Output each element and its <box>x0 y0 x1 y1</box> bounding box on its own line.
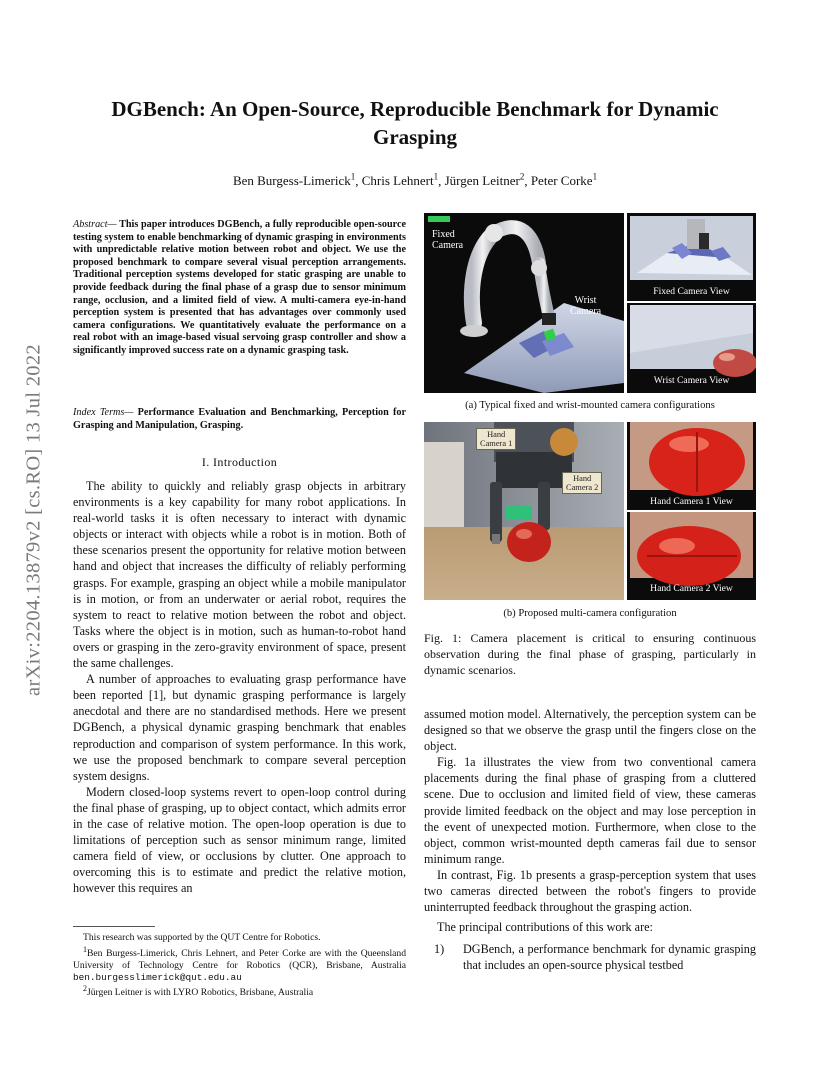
footnote-1: $^1$Ben Burgess-Limerick, Chris Lehnert, and Peter Corke are with the Queensland University of Technology Centre for Robotics (QCR), Brisbane, Australia ben.burgesslimerick@qut.edu.au <box>73 944 406 983</box>
arxiv-identifier-text: arXiv:2204.13879v2 [cs.RO] 13 Jul 2022 <box>22 344 45 696</box>
author: Peter Corke$^1$ <box>530 172 598 189</box>
author: Chris Lehnert$^1$ <box>361 172 439 189</box>
footnote-support: This research was supported by the QUT Centre for Robotics. <box>83 932 321 943</box>
contribution-item <box>424 941 756 973</box>
email: ben.burgesslimerick@qut.edu.au <box>73 971 242 983</box>
author: Jürgen Leitner$^2$ <box>444 172 525 189</box>
gripper-illustration <box>424 422 624 600</box>
paper-title-line1: DGBench: An Open-Source, Reproducible Benchmark for Dynamic <box>111 97 719 121</box>
footnotes <box>73 932 406 999</box>
fixed-camera-view-label: Fixed Camera View <box>653 286 730 297</box>
paragraph: The principal contributions of this work are: <box>437 920 653 935</box>
hand-camera-1-tag: Hand Camera 1 <box>476 428 516 450</box>
author: Ben Burgess-Limerick$^1$ <box>232 172 356 189</box>
contribution-text: DGBench, a performance benchmark for dynamic grasping that includes an open-source physical testbed <box>463 942 756 973</box>
index-terms <box>73 407 406 432</box>
abstract-label: Abstract— <box>73 219 117 230</box>
wrist-camera-label: Wrist Camera <box>570 295 602 317</box>
introduction-body <box>73 478 406 896</box>
figure-1a-wrist-camera-view <box>627 303 756 393</box>
abstract-text: This paper introduces DGBench, a fully reproducible open-source testing system to enable benchmarking of dynamic grasping in environments with unpredictable relative motion between robot and object. We use the proposed benchmark to compare several visual perception arrangements. Traditional perception systems developed for static grasping are unable to provide feedback during the final phase of a grasp due to sensor minimum range, occlusion, and a limited field of view. A multi-camera eye-in-hand perception system is presented that has advantages over commonly used camera configurations. We quantitatively evaluate the performance on a real robot with an image-based visual servoing grasp controller and show a significantly improved success rate on a dynamic grasping task. <box>73 219 406 356</box>
fixed-camera-label: Fixed Camera <box>432 229 464 251</box>
index-terms-label: Index Terms— <box>73 407 134 418</box>
author-list: Ben Burgess-Limerick$^1$, Chris Lehnert$^1$, Jürgen Leitner$^2$, Peter Corke$^1$ <box>232 172 598 189</box>
paragraph: Modern closed-loop systems revert to open-loop control during the final phase of grasping, up to object contact, which admits error in the case of relative motion. The open-loop operation is due to limitations of perception such as sensor minimum range, limited camera field of view, or occlusions by clutter. One approach to overcoming this is to estimate and predict the relative motion, however this requires an <box>73 784 406 896</box>
figure-1a-robot-scene <box>424 213 624 393</box>
arxiv-identifier <box>14 270 54 770</box>
hand-camera-1-view-label: Hand Camera 1 View <box>650 496 733 507</box>
paragraph: assumed motion model. Alternatively, the perception system can be designed so that we observe the grasp until the fingers close on the object. <box>424 707 756 754</box>
figure-1b-gripper-photo <box>424 422 624 600</box>
index-terms-text: Performance Evaluation and Benchmarking, Perception for Grasping and Manipulation, Grasping. <box>73 407 406 431</box>
footnote-2: $^2$Jürgen Leitner is with LYRO Robotics, Brisbane, Australia <box>83 984 314 999</box>
figure-1b-hand-camera-1-view <box>627 422 756 510</box>
figure-1-caption: Fig. 1: Camera placement is critical to ensuring continuous observation during the final phase of grasping, particularly in dynamic scenarios. <box>424 631 756 677</box>
paper-title <box>70 95 760 151</box>
figure-1a-fixed-camera-view <box>627 213 756 301</box>
footnote-divider <box>73 926 155 927</box>
hand-camera-2-tag: Hand Camera 2 <box>562 472 602 494</box>
hand-camera-2-view-label: Hand Camera 2 View <box>650 583 733 594</box>
wrist-camera-view-label: Wrist Camera View <box>653 375 730 386</box>
paragraph: The ability to quickly and reliably grasp objects in arbitrary environments is a key capability for many robot applications. In real-world tasks it is often necessary to interact with dynamic objects or interact with objects while a robot is in motion. Both of these scenarios present the opportunity for relative motion between hand and object that increases the difficulty of reliably performing grasps. For example, grasping an object while a mobile manipulator is in motion, or from an underwater or aerial robot, requires the system to react to relative motion between the robot and object. Tasks where the object is in motion, such as human-to-robot hand overs or grasping in the zero-gravity environment of space, present the same challenges. <box>73 479 406 671</box>
figure-1b-caption: (b) Proposed multi-camera configuration <box>503 608 677 619</box>
right-column-body <box>424 706 756 974</box>
section-heading: I. Introduction <box>201 455 278 469</box>
contribution-number: 1) <box>434 942 445 957</box>
figure-1a-caption: (a) Typical fixed and wrist-mounted camera configurations <box>465 400 715 411</box>
figure-1b-hand-camera-2-view <box>627 512 756 600</box>
abstract <box>73 219 406 358</box>
paragraph: Fig. 1a illustrates the view from two conventional camera placements during the final phase of grasping from a cluttered scene. Due to occlusion and limited field of view, these cameras provide limited feedback on the object and may lose perception in the event of unexpected motion. Furthermore, when close to the object, common wrist-mounted depth cameras fail due to sensor minimum range. <box>424 755 756 866</box>
paragraph: A number of approaches to evaluating grasp performance have been reported [1], but dynamic grasping performance is largely anecdotal and there are no standardised methods. Here we present DGBench, a physical dynamic grasping benchmark that enables reproduction and comparison of system performance. In this work, we use the proposed benchmark to compare several perception system designs. <box>73 672 406 783</box>
paragraph: In contrast, Fig. 1b presents a grasp-perception system that uses two cameras directed between the robot's fingers to provide uninterrupted feedback throughout the grasping action. <box>424 867 756 915</box>
paper-title-line2: Grasping <box>372 125 458 149</box>
